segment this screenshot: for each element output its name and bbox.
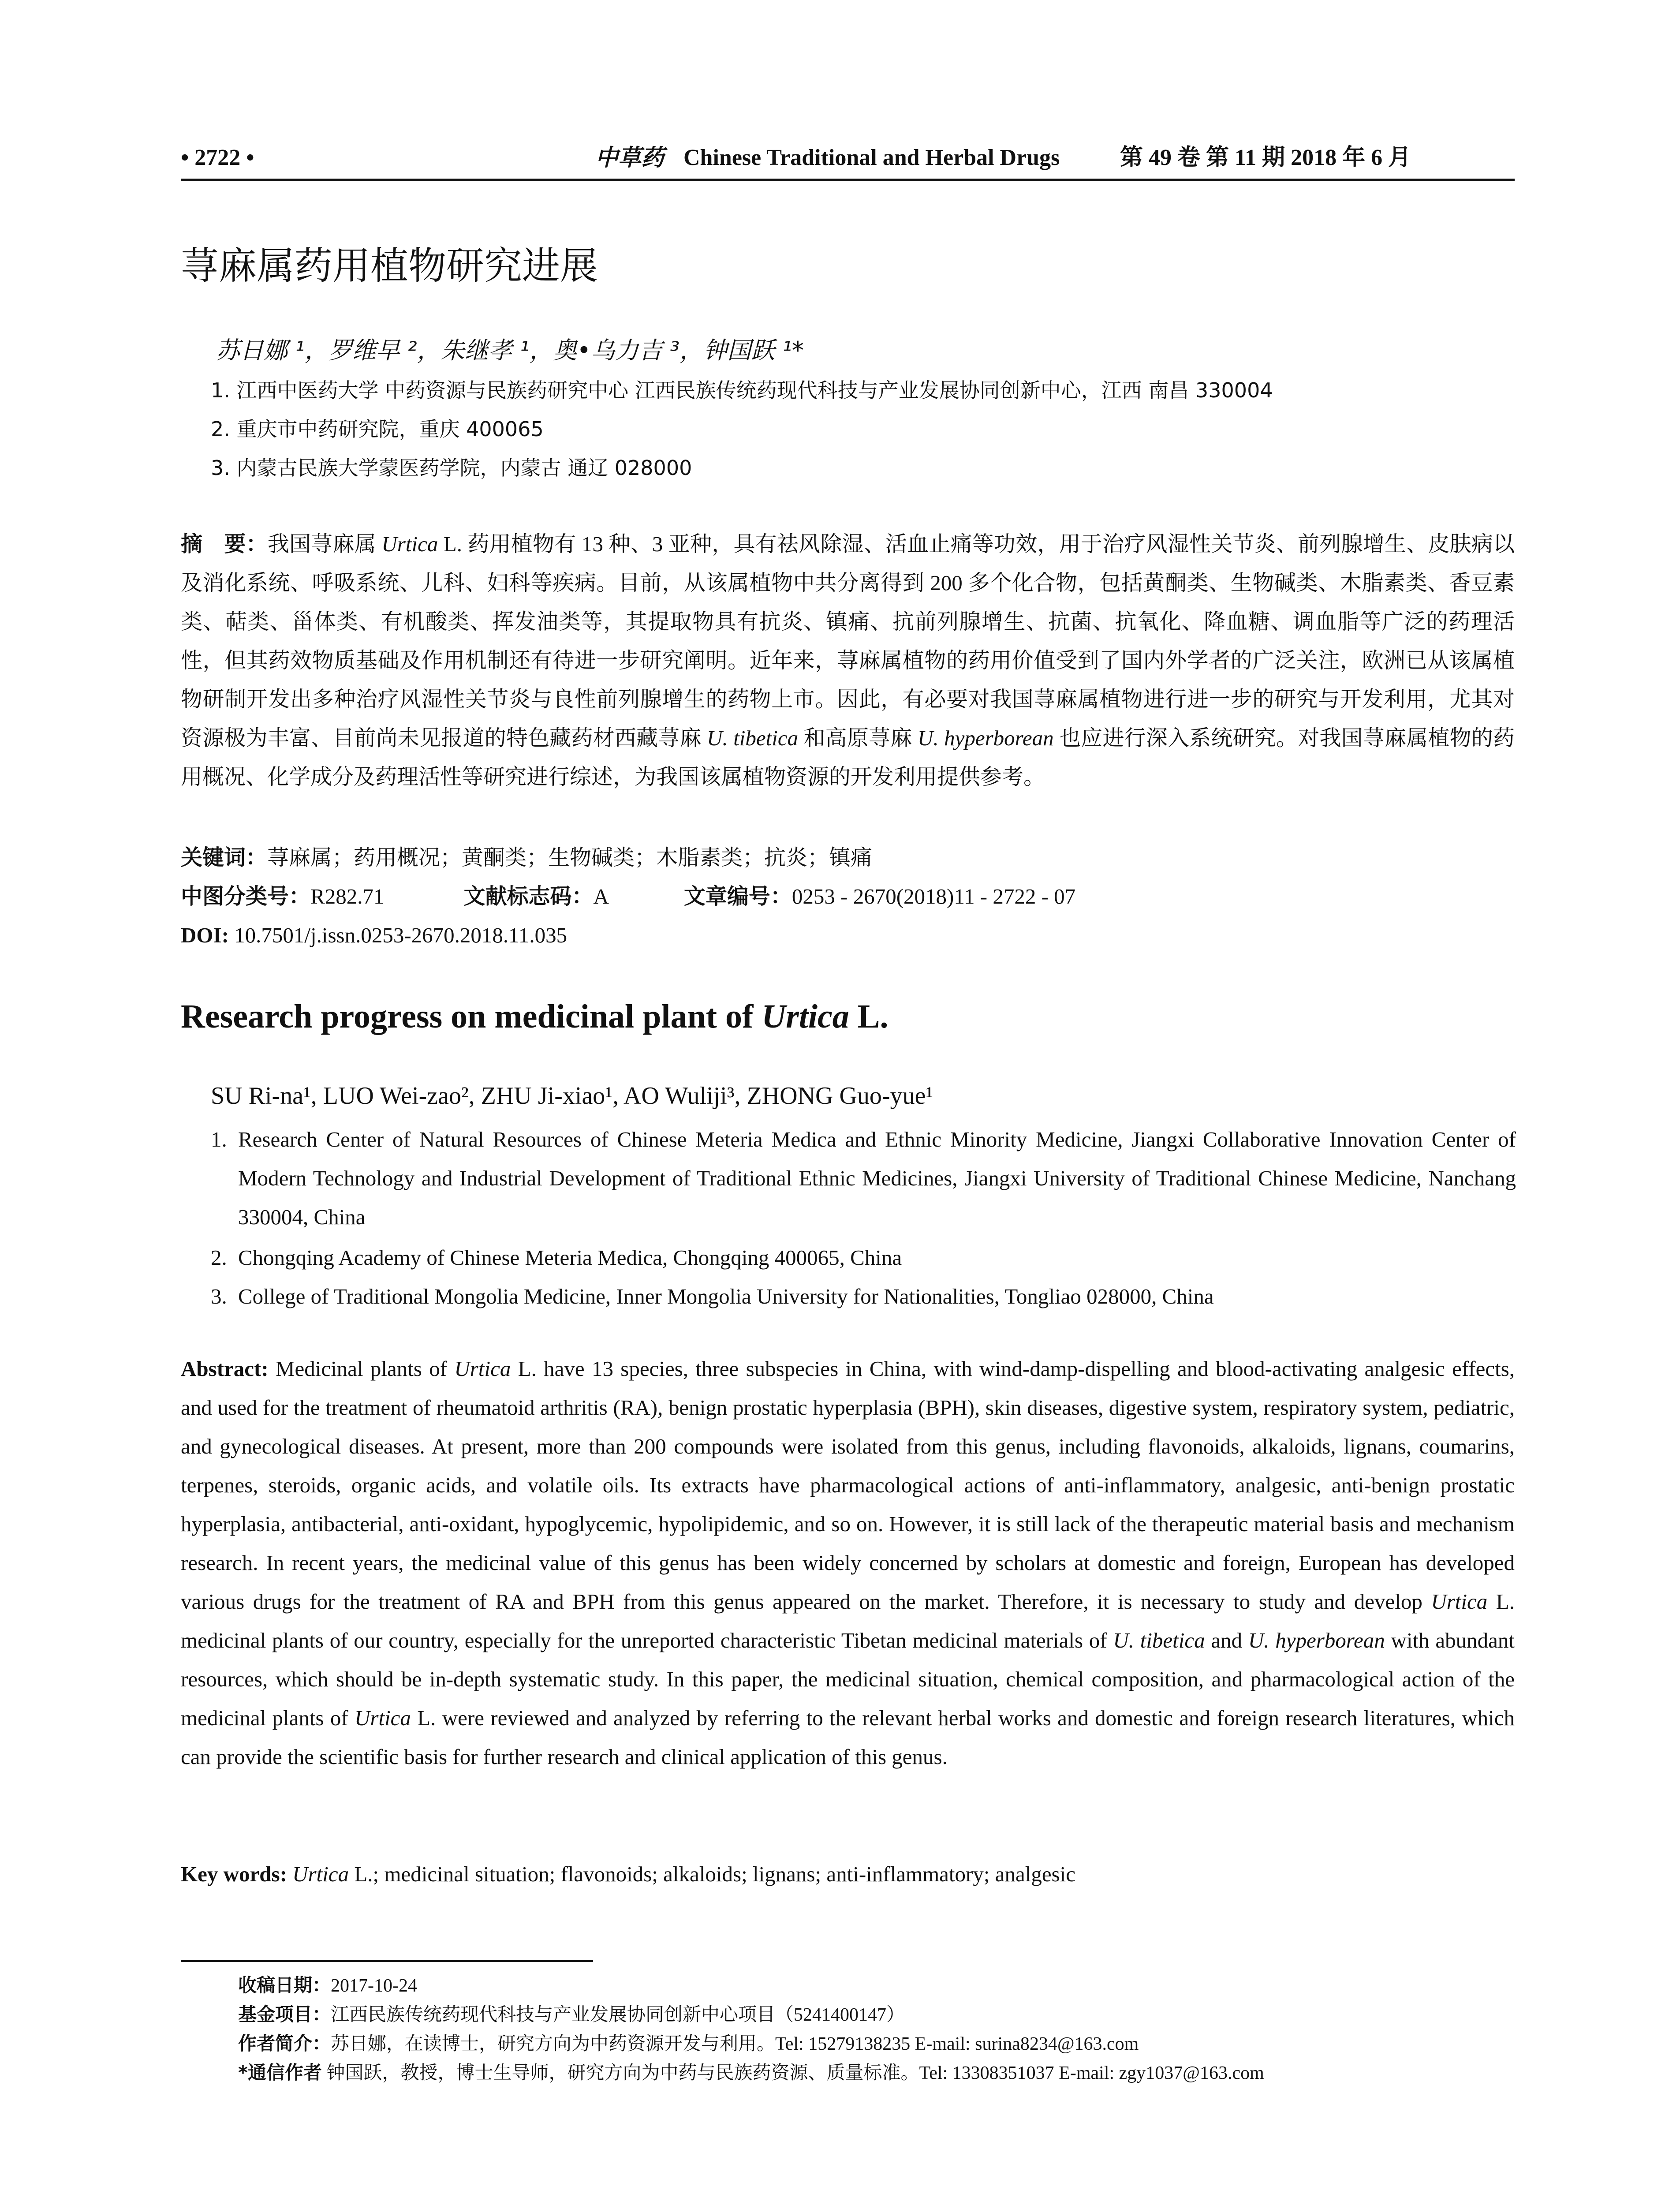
abstract-text: L. medicinal plants of our country, especially for the unreported characteristic Tibetan medicinal materials of [181,1589,1515,1652]
keywords-label: Key words: [181,1862,287,1886]
footnote-corresponding [238,2059,1264,2087]
genus-name: Urtica [355,1706,411,1730]
footnote-text: 2017-10-24 [331,1976,417,1996]
journal-name-en: Chinese Traditional and Herbal Drugs [683,145,1060,170]
journal-name-cn: 中草药 [595,145,665,171]
footnote-label: *通信作者 [238,2062,322,2083]
footnote-text: 钟国跃，教授，博士生导师，研究方向为中药与民族药资源、质量标准。Tel: 13308351037 E-mail: zgy1037@163.com [321,2063,1264,2083]
footnote-rule [181,1960,593,1962]
doi-label: DOI: [181,923,229,947]
classification-line [181,879,1075,914]
abstract-text: with abundant resources, which should be in-depth systematic study. In this paper, the medicinal situation, chemical composition, and pharmacological action of the medicinal plants of [181,1628,1515,1730]
running-header [181,140,1512,176]
chinese-abstract [181,525,1515,796]
doc-code-value: A [593,884,609,908]
chinese-title: 荨麻属药用植物研究进展 [181,244,598,288]
doi-value[interactable]: 10.7501/j.issn.0253-2670.2018.11.035 [234,923,567,947]
species-name: U. tibetica [707,726,799,750]
affiliation-number: 2. [211,1245,227,1270]
affiliation-text: Research Center of Natural Resources of Chinese Meteria Medica and Ethnic Minority Medicine, Jiangxi Collaborative Innovation Center of Modern Technology and Industrial Development of Traditional Ethnic Medicines, Jiangxi University of Traditional Chinese Medicine, Nanchang 330004, China [238,1127,1516,1229]
doc-code-label: 文献标志码： [463,884,594,909]
clc-value: R282.71 [310,884,385,908]
affiliation-number: 1. [211,1127,227,1151]
abstract-text: L. 药用植物有 13 种、3 亚种，具有祛风除湿、活血止痛等功效，用于治疗风湿性关节炎、前列腺增生、皮肤病以及消化系统、呼吸系统、儿科、妇科等疾病。目前，从该属植物中共分离得到 200 多个化合物，包括黄酮类、生物碱类、木脂素类、香豆素类、萜类、甾体类、有机酸类、挥发油类等，其提取物具有抗炎、镇痛、抗前列腺增生、抗菌、抗氧化、降血糖、调血脂等广泛的药理活性，但其药效物质基础及作用机制还有待进一步研究阐明。近年来，荨麻属植物的药用价值受到了国内外学者的广泛关注，欧洲已从该属植物研制开发出多种治疗风湿性关节炎与良性前列腺增生的药物上市。因此，有必要对我国荨麻属植物进行进一步的研究与开发利用，尤其对资源极为丰富、目前尚未见报道的特色藏药材西藏荨麻 [181,532,1515,750]
title-text: L. [849,998,889,1035]
article-no-label: 文章编号： [683,884,792,909]
affiliation-text: Chongqing Academy of Chinese Meteria Medica, Chongqing 400065, China [238,1245,902,1270]
genus-name: Urtica [1431,1589,1488,1614]
page-number: • 2722 • [181,145,254,170]
english-affiliation-2 [211,1238,1516,1277]
abstract-text: L. have 13 species, three subspecies in China, with wind-damp-dispelling and blood-activating analgesic effects, and used for the treatment of rheumatoid arthritis (RA), benign prostatic hyperplasia (BPH), skin diseases, digestive system, respiratory system, pediatric, and gynecological diseases. At present, more than 200 compounds were isolated from this genus, including flavonoids, alkaloids, lignans, coumarins, terpenes, steroids, organic acids, and volatile oils. Its extracts have pharmacological actions of anti-inflammatory, analgesic, anti-benign prostatic hyperplasia, antibacterial, anti-oxidant, hypoglycemic, hypolipidemic, and so on. However, it is still lack of the therapeutic material basis and mechanism research. In recent years, the medicinal value of this genus has been widely concerned by scholars at domestic and foreign, European has developed various drugs for the treatment of RA and BPH from this genus appeared on the market. Therefore, it is necessary to study and develop [181,1357,1515,1614]
english-title [181,992,889,1041]
footnote-label: 收稿日期： [238,1974,331,1996]
chinese-keywords [181,840,872,875]
affiliation-number: 3. [211,1284,227,1308]
keywords-label: 关键词： [181,845,268,870]
abstract-text: 我国荨麻属 [267,532,382,556]
footnote-text: 江西民族传统药现代科技与产业发展协同创新中心项目（5241400147） [331,2005,905,2025]
species-name: U. hyperborean [1248,1628,1385,1652]
english-authors: SU Ri-na¹, LUO Wei-zao², ZHU Ji-xiao¹, AO Wuliji³, ZHONG Guo-yue¹ [211,1082,933,1110]
chinese-affiliation-1: 1. 江西中医药大学 中药资源与民族药研究中心 江西民族传统药现代科技与产业发展协同创新中心，江西 南昌 330004 [211,378,1273,402]
english-affiliation-3 [211,1277,1516,1316]
genus-name: Urtica [381,532,438,556]
abstract-text: 也应进行深入系统研究。对我国荨麻属植物的药用概况、化学成分及药理活性等研究进行综述，为我国该属植物资源的开发利用提供参考。 [181,726,1515,789]
keywords-text: 荨麻属；药用概况；黄酮类；生物碱类；木脂素类；抗炎；镇痛 [267,845,873,870]
title-text: Research progress on medicinal plant of [181,998,762,1035]
footnote-funding [238,2000,905,2029]
affiliation-text: College of Traditional Mongolia Medicine, Inner Mongolia University for Nationalities, Tongliao 028000, China [238,1284,1214,1308]
abstract-text: L. were reviewed and analyzed by referring to the relevant herbal works and domestic and foreign research literatures, which can provide the scientific basis for further research and clinical application of this genus. [181,1706,1515,1769]
abstract-text: 和高原荨麻 [798,726,918,750]
genus-name: Urtica [292,1862,349,1886]
abstract-text: and [1205,1628,1248,1652]
issue-info: 第 49 卷 第 11 期 2018 年 6 月 [1120,145,1411,170]
species-name: U. tibetica [1113,1628,1205,1652]
english-abstract [181,1349,1515,1776]
footnote-label: 作者简介： [238,2033,331,2054]
abstract-label: Abstract: [181,1357,269,1381]
header-rule [181,179,1515,181]
chinese-abstract-label: 摘 要： [181,531,268,557]
chinese-affiliation-2: 2. 重庆市中药研究院，重庆 400065 [211,417,544,441]
footnote-label: 基金项目： [238,2003,331,2025]
english-keywords [181,1857,1075,1892]
genus-name: Urtica [454,1357,511,1381]
keywords-text: L.; medicinal situation; flavonoids; alkaloids; lignans; anti-inflammatory; analgesic [349,1862,1076,1886]
chinese-affiliation-3: 3. 内蒙古民族大学蒙医药学院，内蒙古 通辽 028000 [211,456,692,480]
footnote-text: 苏日娜，在读博士，研究方向为中药资源开发与利用。Tel: 15279138235 E-mail: surina8234@163.com [331,2034,1139,2054]
article-no-value: 0253 - 2670(2018)11 - 2722 - 07 [791,884,1076,908]
chinese-authors: 苏日娜 ¹，罗维早 ²，朱继孝 ¹，奥•乌力吉 ³，钟国跃 ¹* [216,336,804,364]
species-name: U. hyperborean [918,726,1054,750]
doi-line [181,918,567,953]
clc-label: 中图分类号： [181,884,311,909]
footnote-received [238,1971,417,2000]
title-genus: Urtica [762,998,849,1035]
english-affiliation-1 [211,1120,1516,1237]
abstract-text: Medicinal plants of [268,1357,455,1381]
footnote-author-bio [238,2029,1139,2058]
